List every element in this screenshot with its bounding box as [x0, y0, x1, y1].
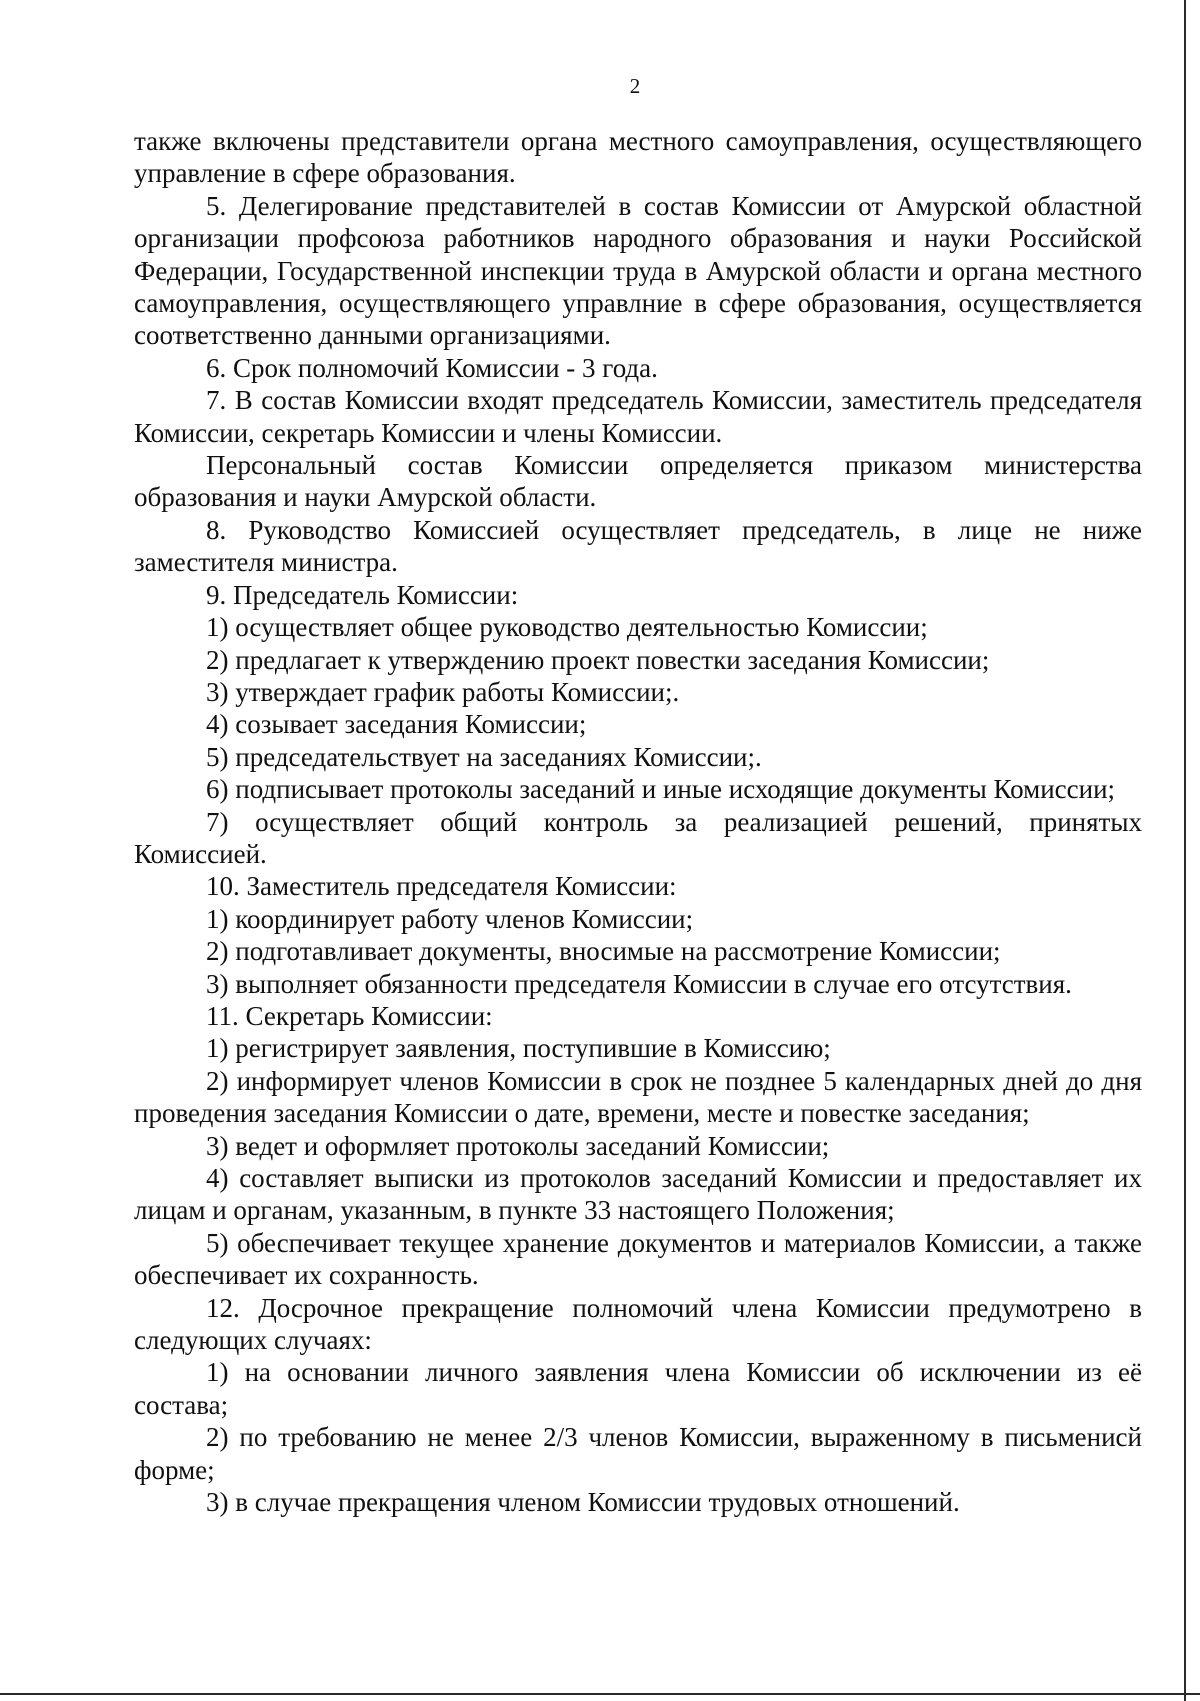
paragraph: 2) информирует членов Комиссии в срок не позднее 5 календарных дней до дня проведения заседания Комиссии о дате, времени, месте и повестке заседания; [134, 1065, 1142, 1129]
paragraph: 4) составляет выписки из протоколов заседаний Комиссии и предоставляет их лицам и органам, указанным, в пункте 33 настоящего Положения; [134, 1163, 1142, 1226]
paragraph: 4) созывает заседания Комиссии; [206, 709, 587, 740]
paragraph: 10. Заместитель председателя Комиссии: [206, 871, 677, 902]
paragraph: 3) утверждает график работы Комиссии;. [206, 676, 680, 707]
paragraph: Персональный состав Комиссии определяется приказом министерства образования и науки Амурской области. [134, 450, 1142, 513]
paragraph: 5) обеспечивает текущее хранение документов и материалов Комиссии, а также обеспечивает их сохранность. [134, 1227, 1142, 1291]
document-body [134, 125, 1142, 1518]
paragraph: 1) осуществляет общее руководство деятельностью Комиссии; [206, 612, 928, 643]
paragraph: 5) председательствует на заседаниях Комиссии;. [206, 741, 762, 772]
paragraph: 3) ведет и оформляет протоколы заседаний Комиссии; [206, 1130, 830, 1161]
paragraph: 2) подготавливает документы, вносимые на рассмотрение Комиссии; [206, 936, 1001, 967]
paragraph: 8. Руководство Комиссией осуществляет председатель, в лице не ниже заместителя министра. [134, 514, 1142, 578]
paragraph: 7) осуществляет общий контроль за реализацией решений, принятых Комиссией. [134, 806, 1142, 869]
paragraph: 2) предлагает к утверждению проект повестки заседания Комиссии; [206, 644, 990, 675]
paragraph: 3) выполняет обязанности председателя Комиссии в случае его отсутствия. [206, 968, 1072, 999]
paragraph: 2) по требованию не менее 2/3 членов Комиссии, выраженному в письменисй форме; [134, 1422, 1142, 1485]
paragraph: 1) регистрирует заявления, поступившие в Комиссию; [206, 1033, 831, 1064]
paragraph: также включены представители органа местного самоуправления, осуществляющего управление в сфере образования. [134, 126, 1142, 189]
paragraph: 1) координирует работу членов Комиссии; [206, 903, 694, 934]
paragraph: 5. Делегирование представителей в состав Комиссии от Амурской областной организации профсоюза работников народного образования и науки Российской Федерации, Государственной инспекции труда в Амурской области и органа местного самоуправления, осуществляющего управлние в сфере образования, осуществляется соответственно данными организациями. [134, 190, 1142, 351]
paragraph: 11. Секретарь Комиссии: [206, 1000, 493, 1031]
paragraph: 7. В состав Комиссии входят председатель Комиссии, заместитель председателя Комиссии, секретарь Комиссии и члены Комиссии. [134, 385, 1142, 448]
page-number: 2 [629, 74, 641, 98]
scan-edge-bottom [0, 1693, 1200, 1695]
paragraph: 1) на основании личного заявления члена Комиссии об исключении из её состава; [134, 1357, 1142, 1420]
paragraph: 3) в случае прекращения членом Комиссии трудовых отношений. [206, 1487, 960, 1518]
paragraph: 6. Срок полномочий Комиссии - 3 года. [206, 352, 658, 383]
paragraph: 12. Досрочное прекращение полномочий члена Комиссии предумотрено в следующих случаях: [134, 1292, 1142, 1356]
paragraph: 9. Председатель Комиссии: [206, 579, 519, 610]
paragraph: 6) подписывает протоколы заседаний и иные исходящие документы Комиссии; [206, 774, 1116, 805]
scan-edge-right [1184, 0, 1186, 1701]
